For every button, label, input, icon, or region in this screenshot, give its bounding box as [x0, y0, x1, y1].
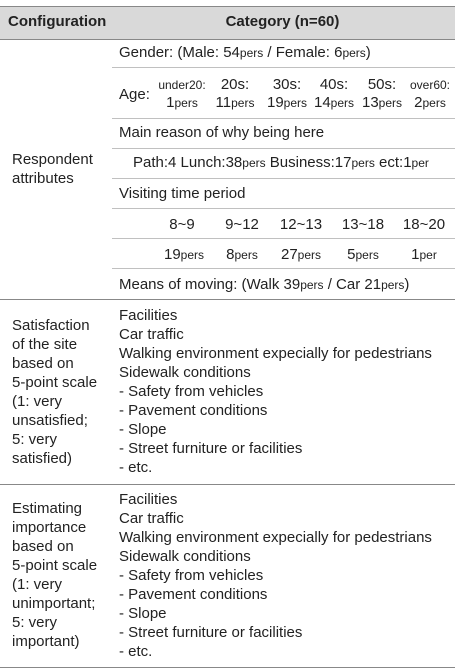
list-item: - etc.: [119, 643, 153, 660]
list-item: Car traffic: [119, 326, 184, 343]
respondent-label: Respondent attributes: [12, 151, 93, 187]
gender-row: Gender: (Male: 54pers / Female: 6pers): [119, 44, 371, 61]
importance-items: [119, 490, 432, 661]
section-divider: [0, 484, 455, 485]
time-slot: 12~13: [279, 216, 323, 233]
header-configuration: Configuration: [8, 13, 107, 30]
list-item: Walking environment expecially for pedestrians: [119, 529, 432, 546]
time-slot: 8~9: [169, 216, 195, 233]
section-divider: [0, 299, 455, 300]
row-divider: [112, 178, 455, 179]
list-item: - Slope: [119, 421, 167, 438]
list-item: Facilities: [119, 307, 178, 324]
list-item: - Street furniture or facilities: [119, 440, 303, 457]
table-header: [0, 6, 455, 40]
satisfaction-items: [119, 306, 432, 477]
means-of-moving-row: Means of moving: (Walk 39pers / Car 21pers): [119, 276, 410, 293]
age-group-under20: under20: 1pers: [158, 78, 206, 111]
age-group-30s: 30s: 19pers: [266, 76, 308, 111]
row-divider: [112, 67, 455, 68]
reasons-row: Path:4 Lunch:38pers Business:17pers ect:1per: [133, 154, 429, 171]
satisfaction-label: Satisfaction of the site based on 5-point scale (1: very unsatisfied; 5: very satisfied): [12, 317, 98, 467]
list-item: - etc.: [119, 459, 153, 476]
row-divider: [112, 208, 455, 209]
age-group-over60: over60: 2pers: [409, 78, 451, 111]
time-count: 19pers: [163, 246, 205, 263]
list-item: - Safety from vehicles: [119, 383, 264, 400]
list-item: - Street furniture or facilities: [119, 624, 303, 641]
header-category: Category (n=60): [225, 13, 340, 30]
list-item: - Slope: [119, 605, 167, 622]
list-item: - Pavement conditions: [119, 402, 268, 419]
age-group-40s: 40s: 14pers: [313, 76, 355, 111]
list-item: Walking environment expecially for pedestrians: [119, 345, 432, 362]
age-group-50s: 50s: 13pers: [361, 76, 403, 111]
age-label: Age:: [119, 86, 150, 103]
main-reason-label: Main reason of why being here: [119, 124, 325, 141]
time-slot: 9~12: [225, 216, 259, 233]
row-divider: [112, 238, 455, 239]
time-slot: 18~20: [402, 216, 446, 233]
visiting-time-label: Visiting time period: [119, 185, 246, 202]
time-count: 27pers: [280, 246, 322, 263]
time-count: 8pers: [226, 246, 258, 263]
time-count: 5pers: [347, 246, 379, 263]
list-item: Car traffic: [119, 510, 184, 527]
list-item: Sidewalk conditions: [119, 364, 251, 381]
list-item: Facilities: [119, 491, 178, 508]
age-group-20s: 20s: 11pers: [215, 76, 255, 111]
row-divider: [112, 148, 455, 149]
list-item: - Pavement conditions: [119, 586, 268, 603]
time-count: 1per: [411, 246, 437, 263]
row-divider: [112, 118, 455, 119]
table-bottom-border: [0, 667, 455, 668]
row-divider: [112, 268, 455, 269]
list-item: Sidewalk conditions: [119, 548, 251, 565]
importance-label: Estimating importance based on 5-point scale (1: very unimportant; 5: very important): [12, 500, 98, 650]
list-item: - Safety from vehicles: [119, 567, 264, 584]
time-slot: 13~18: [341, 216, 385, 233]
